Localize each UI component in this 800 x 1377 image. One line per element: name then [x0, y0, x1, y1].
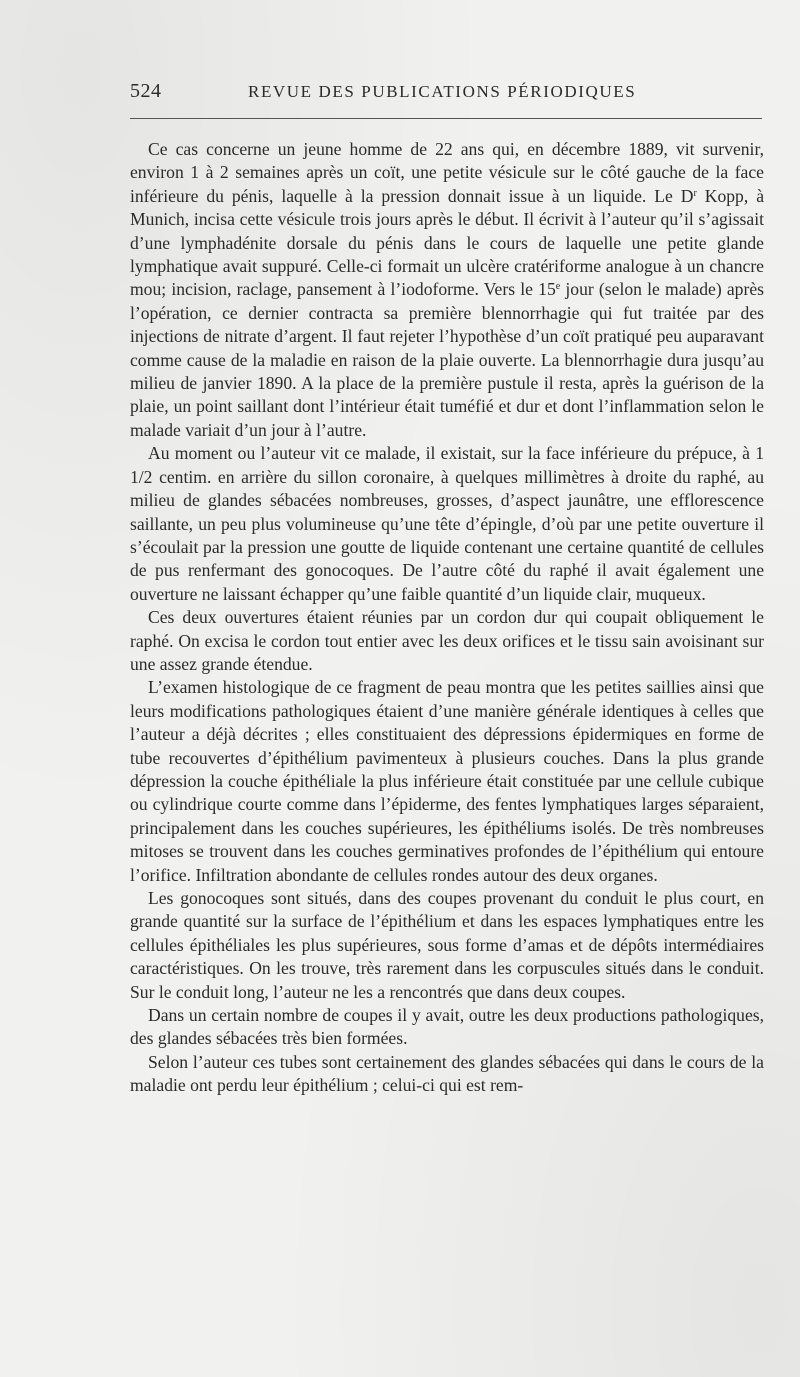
- article-body: [130, 138, 764, 1098]
- paragraph-1-part-1: Ce cas concerne un jeune homme de 22 ans qui, en décembre 1889, vit survenir, environ 1 à 2 semaines après un coït, une petite vésicule sur le côté gauche de la face inférieure du pénis, laquelle à la pression donnait issue à un liquide. Le D: [130, 139, 764, 206]
- superscript-e: e: [555, 281, 561, 293]
- superscript-r: r: [693, 187, 697, 199]
- paragraph-1-part-2: Kopp, à Munich, incisa cette vésicule trois jours après le début. Il écrivit à l’auteur qu’il s’agissait d’une lymphadénite dorsale du pénis dans le cours de laquelle une petite glande lymphatique avait suppuré. Celle-ci formait un ulcère cratériforme analogue à un chancre mou; incision, raclage, pansement à l’iodoforme. Vers le 15: [130, 185, 764, 300]
- paragraph-2: Au moment ou l’auteur vit ce malade, il existait, sur la face inférieure du prépuce, à 1 1/2 centim. en arrière du sillon coronaire, à quelques millimètres à droite du raphé, au milieu de glandes sébacées nombreuses, grosses, d’aspect jaunâtre, une efflorescence saillante, un peu plus volumineuse qu’une tête d’épingle, d’où par une petite ouverture il s’écoulait par la pression une goutte de liquide contenant une certaine quantité de cellules de pus renfermant des gonocoques. De l’autre côté du raphé il avait également une ouverture ne laissant échapper qu’une faible quantité d’un liquide clair, muqueux.: [130, 443, 764, 604]
- paragraph-5: Les gonocoques sont situés, dans des coupes provenant du conduit le plus court, en grande quantité sur la surface de l’épithélium et dans les espaces lymphatiques entre les cellules épithéliales les plus supérieures, sous forme d’amas et de dépôts intermédiaires caractéristiques. On les trouve, très rarement dans les corpuscules situés dans le conduit. Sur le conduit long, l’auteur ne les a rencontrés que dans deux coupes.: [130, 888, 764, 1002]
- paragraph-1: [130, 138, 764, 442]
- paragraph-4: L’examen histologique de ce fragment de peau montra que les petites saillies ainsi que leurs modifications pathologiques étaient d’une manière générale identiques à celles que l’auteur a déjà décrites ; elles constituaient des dépressions épidermiques en forme de tube recouvertes d’épithélium pavimenteux à plusieurs couches. Dans la plus grande dépression la couche épithéliale la plus inférieure était constituée par une cellule cubique ou cylindrique courte comme dans l’épiderme, des fentes lymphatiques larges séparaient, principalement dans les couches supérieures, les épithéliums isolés. De très nombreuses mitoses se trouvent dans les couches germinatives profondes de l’épithélium qui entoure l’orifice. Infiltration abondante de cellules rondes autour des deux organes.: [130, 677, 764, 885]
- header-rule: [130, 118, 762, 119]
- paragraph-1-part-3: jour (selon le malade) après l’opération, ce dernier contracta sa première blennorrhagie qui fut traitée par des injections de nitrate d’argent. Il faut rejeter l’hypothèse d’un coït pratiqué peu auparavant comme cause de la maladie en raison de la plaie ouverte. La blennorrhagie dura jusqu’au milieu de janvier 1890. A la place de la première pustule il resta, après la guérison de la plaie, un point saillant dont l’intérieur était tuméfié et dur et dont l’inflammation selon le malade variait d’un jour à l’autre.: [130, 279, 764, 440]
- paragraph-6: Dans un certain nombre de coupes il y avait, outre les deux productions pathologiques, des glandes sébacées très bien formées.: [130, 1005, 764, 1049]
- running-title: REVUE DES PUBLICATIONS PÉRIODIQUES: [248, 82, 637, 101]
- paragraph-7: Selon l’auteur ces tubes sont certainement des glandes sébacées qui dans le cours de la maladie ont perdu leur épithélium ; celui-ci qui est rem-: [130, 1051, 764, 1096]
- paragraph-3: Ces deux ouvertures étaient réunies par un cordon dur qui coupait obliquement le raphé. On excisa le cordon tout entier avec les deux orifices et le tissu sain avoisinant sur une assez grande étendue.: [130, 607, 764, 674]
- running-header: [130, 80, 762, 110]
- page-number: 524: [130, 80, 162, 102]
